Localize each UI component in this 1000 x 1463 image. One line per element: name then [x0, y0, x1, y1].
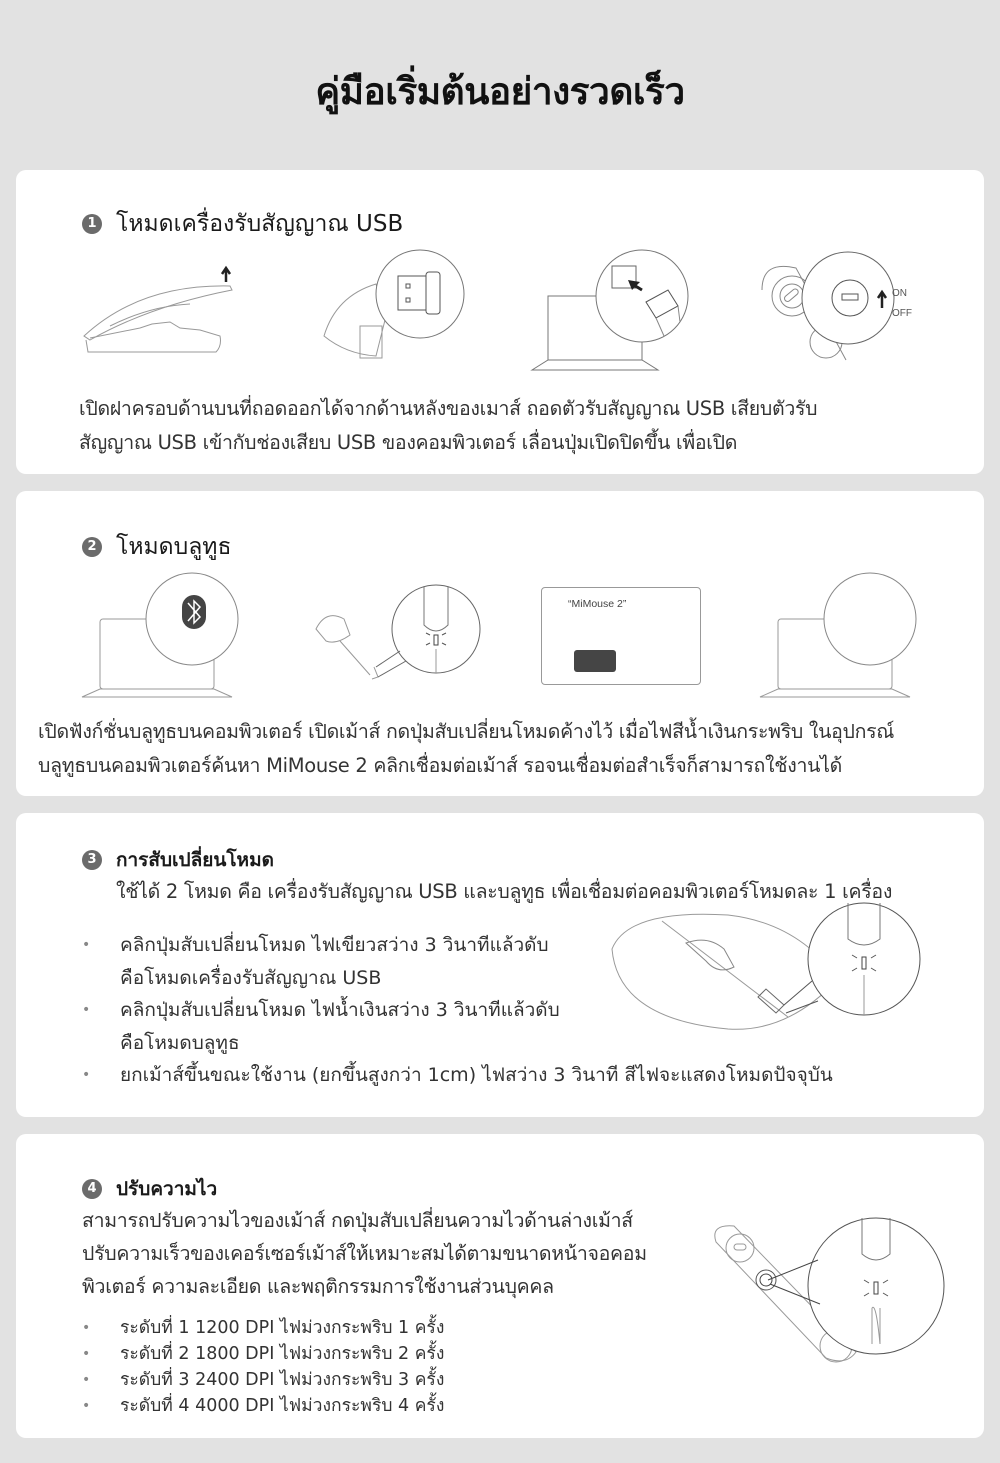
section-bluetooth-mode	[16, 491, 984, 796]
switch-on-label: ON	[892, 288, 907, 299]
laptop-bluetooth-illustration	[80, 573, 240, 699]
mouse-mode-button-illustration	[316, 579, 476, 699]
list-item: • คลิกปุ่มสับเปลี่ยนโหมด ไฟเขียวสว่าง 3 วินาทีแล้วดับ คือโหมดเครื่องรับสัญญาณ USB	[82, 929, 833, 994]
connect-button	[574, 650, 616, 672]
section-heading	[82, 1174, 217, 1204]
section-sensitivity	[16, 1134, 984, 1438]
list-item: • ระดับที่ 4 4000 DPI ไฟม่วงกระพริบ 4 ครั้ง	[82, 1393, 444, 1419]
device-pairing-dialog	[541, 587, 701, 685]
section-subtitle: ใช้ได้ 2 โหมด คือ เครื่องรับสัญญาณ USB และบลูทูธ เพื่อเชื่อมต่อคอมพิวเตอร์โหมดละ 1 เครื่อง	[116, 880, 893, 903]
section-mode-switching	[16, 813, 984, 1117]
section-heading	[82, 529, 232, 565]
section-title: การสับเปลี่ยนโหมด	[116, 849, 274, 871]
list-item: • ยกเม้าส์ขึ้นขณะใช้งาน (ยกขึ้นสูงกว่า 1cm) ไฟสว่าง 3 วินาที สีไฟจะแสดงโหมดปัจจุบัน	[82, 1059, 833, 1092]
mouse-top-led-illustration	[608, 909, 928, 1039]
list-item: • ระดับที่ 3 2400 DPI ไฟม่วงกระพริบ 3 ครั้ง	[82, 1367, 444, 1393]
device-name: “MiMouse 2”	[568, 598, 627, 610]
section-description	[79, 392, 817, 460]
description-line: ปรับความเร็วของเคอร์เซอร์เม้าส์ให้เหมาะสมได้ตามขนาดหน้าจอคอม	[82, 1242, 647, 1265]
section-description	[38, 715, 894, 783]
description-line: บลูทูธบนคอมพิวเตอร์ค้นหา MiMouse 2 คลิกเชื่อมต่อเม้าส์ รอจนเชื่อมต่อสำเร็จก็สามารถใช้งานได้	[38, 754, 842, 777]
section-description	[82, 1204, 647, 1303]
step-number-badge: 2	[82, 537, 102, 557]
usb-receiver-removal-illustration	[316, 246, 466, 366]
dpi-level-list	[82, 1315, 444, 1419]
page-title: คู่มือเริ่มต้นอย่างรวดเร็ว	[315, 70, 685, 113]
mouse-bottom-dpi-button-illustration	[706, 1204, 946, 1374]
section-title: ปรับความไว	[116, 1178, 218, 1200]
section-heading	[82, 845, 274, 875]
description-line: สามารถปรับความไวของเม้าส์ กดปุ่มสับเปลี่ยนความไวด้านล่างเม้าส์	[82, 1209, 633, 1232]
list-item: • ระดับที่ 1 1200 DPI ไฟม่วงกระพริบ 1 ครั้ง	[82, 1315, 444, 1341]
section-heading	[82, 206, 403, 242]
power-switch-illustration	[756, 250, 936, 370]
step-number-badge: 3	[82, 850, 102, 870]
step-number-badge: 4	[82, 1179, 102, 1199]
laptop-connected-illustration	[758, 573, 928, 699]
switch-off-label: OFF	[892, 308, 912, 319]
description-line: เปิดฟังก์ชั่นบลูทูธบนคอมพิวเตอร์ เปิดเม้าส์ กดปุ่มสับเปลี่ยนโหมดค้างไว้ เมื่อไฟสีน้ำเงินกระพริบ ในอุปกรณ์	[38, 720, 895, 743]
section-usb-mode	[16, 170, 984, 474]
list-item: • คลิกปุ่มสับเปลี่ยนโหมด ไฟน้ำเงินสว่าง 3 วินาทีแล้วดับ คือโหมดบลูทูธ	[82, 994, 833, 1059]
mouse-cover-lift-illustration	[80, 266, 240, 356]
description-line: สัญญาณ USB เข้ากับช่องเสียบ USB ของคอมพิวเตอร์ เลื่อนปุ่มเปิดปิดขึ้น เพื่อเปิด	[79, 431, 738, 454]
description-line: พิวเตอร์ ความละเอียด และพฤติกรรมการใช้งานส่วนบุคคล	[82, 1275, 554, 1298]
section-title: โหมดบลูทูธ	[116, 534, 232, 560]
description-line: เปิดฝาครอบด้านบนที่ถอดออกได้จากด้านหลังของเมาส์ ถอดตัวรับสัญญาณ USB เสียบตัวรับ	[79, 397, 818, 420]
usb-plug-laptop-illustration	[528, 246, 678, 372]
step-number-badge: 1	[82, 214, 102, 234]
list-item: • ระดับที่ 2 1800 DPI ไฟม่วงกระพริบ 2 ครั้ง	[82, 1341, 444, 1367]
section-title: โหมดเครื่องรับสัญญาณ USB	[116, 211, 404, 237]
